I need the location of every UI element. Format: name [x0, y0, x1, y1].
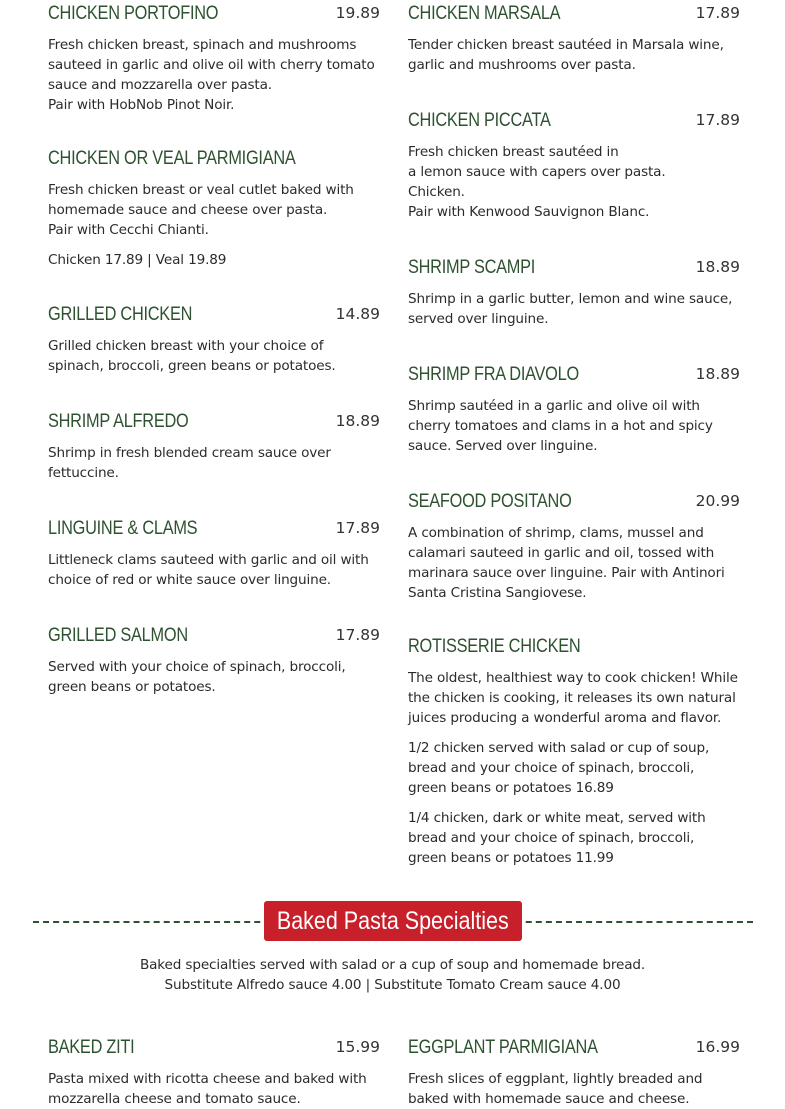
description-line: Served with your choice of spinach, broccoli, [48, 659, 346, 675]
menu-item-price: 17.89 [335, 519, 380, 537]
description-line: the chicken is cooking, it releases its own natural [408, 690, 736, 706]
description-line: marinara sauce over linguine. Pair with Antinori [408, 565, 725, 581]
description-line: Fresh chicken breast or veal cutlet baked with [48, 182, 354, 198]
description-paragraph [408, 396, 743, 456]
section-note-line: Baked specialties served with salad or a cup of soup and homemade bread. [139, 957, 646, 973]
menu-item-price: 17.89 [695, 4, 740, 22]
description-paragraph [408, 289, 743, 329]
description-line: Grilled chicken breast with your choice of [48, 338, 324, 354]
menu-item-price: 14.89 [335, 305, 380, 323]
section-note-line: Substitute Alfredo sauce 4.00 | Substitute Tomato Cream sauce 4.00 [164, 977, 621, 993]
menu-item-header [408, 1037, 740, 1063]
section-note [0, 955, 785, 995]
description-line: 1/2 chicken served with salad or cup of soup, [408, 740, 710, 756]
section-banner [264, 901, 522, 941]
menu-item-name: GRILLED SALMON [48, 625, 188, 646]
description-line: sauteed in garlic and olive oil with cherry tomato [48, 57, 375, 73]
description-line: served over linguine. [408, 311, 549, 327]
menu-item-description [408, 142, 743, 222]
menu-item-name: GRILLED CHICKEN [48, 304, 193, 325]
description-line: homemade sauce and cheese over pasta. [48, 202, 328, 218]
description-line: Pair with Cecchi Chianti. [48, 222, 209, 238]
description-paragraph [48, 550, 383, 590]
menu-item-name: CHICKEN PORTOFINO [48, 3, 219, 24]
menu-item-header [48, 304, 380, 330]
description-paragraph [408, 523, 743, 603]
menu-item-description [48, 35, 383, 115]
description-paragraph [48, 180, 383, 240]
menu-item [408, 636, 740, 868]
menu-item-price: 17.89 [335, 626, 380, 644]
description-line: baked with homemade sauce and cheese. [408, 1091, 690, 1107]
menu-item-header [48, 411, 380, 437]
description-line: Fresh chicken breast sautéed in [408, 144, 619, 160]
menu-item-description [408, 523, 743, 603]
description-line: garlic and mushrooms over pasta. [408, 57, 636, 73]
description-line: mozzarella cheese and tomato sauce. [48, 1091, 301, 1107]
description-line: Shrimp sautéed in a garlic and olive oil with [408, 398, 700, 414]
menu-item-header [408, 3, 740, 29]
menu-item-price: 18.89 [335, 412, 380, 430]
description-paragraph [48, 443, 383, 483]
description-line: fettuccine. [48, 465, 119, 481]
description-paragraph [48, 35, 383, 115]
menu-item [408, 110, 740, 222]
description-paragraph [408, 738, 743, 798]
description-paragraph [48, 336, 383, 376]
menu-item-header [48, 148, 380, 174]
menu-item-name: CHICKEN OR VEAL PARMIGIANA [48, 148, 296, 169]
menu-item-name: BAKED ZITI [48, 1037, 135, 1058]
description-line: green beans or potatoes. [48, 679, 216, 695]
menu-item-name: ROTISSERIE CHICKEN [408, 636, 581, 657]
menu-item-description [408, 289, 743, 329]
section-title: Baked Pasta Specialties [277, 906, 509, 935]
description-line: Chicken. [408, 184, 465, 200]
description-line: juices producing a wonderful aroma and flavor. [408, 710, 722, 726]
menu-item-description [408, 668, 743, 868]
description-paragraph [408, 1069, 743, 1109]
menu-item [48, 3, 380, 115]
menu-item [48, 304, 380, 376]
menu-item [48, 1037, 380, 1109]
description-paragraph [48, 250, 383, 270]
description-line: sauce. Served over linguine. [408, 438, 598, 454]
menu-item-name: CHICKEN MARSALA [408, 3, 561, 24]
menu-item-description [48, 657, 383, 697]
menu-item-description [408, 35, 743, 75]
menu-item-name: CHICKEN PICCATA [408, 110, 551, 131]
menu-item-price: 15.99 [335, 1038, 380, 1056]
description-line: Santa Cristina Sangiovese. [408, 585, 587, 601]
description-paragraph [408, 35, 743, 75]
menu-item-price: 18.89 [695, 365, 740, 383]
description-paragraph [48, 657, 383, 697]
description-line: Pasta mixed with ricotta cheese and baked with [48, 1071, 367, 1087]
menu-item-header [48, 518, 380, 544]
description-line: green beans or potatoes 16.89 [408, 780, 614, 796]
menu-item-price: 17.89 [695, 111, 740, 129]
menu-item-description [48, 443, 383, 483]
description-line: cherry tomatoes and clams in a hot and spicy [408, 418, 713, 434]
menu-item-name: SHRIMP FRA DIAVOLO [408, 364, 579, 385]
menu-item-name: SHRIMP SCAMPI [408, 257, 536, 278]
description-line: The oldest, healthiest way to cook chicken! While [408, 670, 738, 686]
menu-item-header [48, 1037, 380, 1063]
description-line: Fresh slices of eggplant, lightly breaded and [408, 1071, 703, 1087]
description-line: Shrimp in fresh blended cream sauce over [48, 445, 331, 461]
description-paragraph [48, 1069, 383, 1109]
menu-item-description [48, 1069, 383, 1109]
menu-item [48, 518, 380, 590]
menu-item-header [408, 364, 740, 390]
menu-item-price: 16.99 [695, 1038, 740, 1056]
menu-item-header [48, 625, 380, 651]
description-line: Littleneck clams sauteed with garlic and oil with [48, 552, 369, 568]
menu-item [408, 3, 740, 75]
description-line: calamari sauteed in garlic and oil, tossed with [408, 545, 715, 561]
menu-item-header [48, 3, 380, 29]
description-line: Pair with HobNob Pinot Noir. [48, 97, 235, 113]
description-line: choice of red or white sauce over linguine. [48, 572, 331, 588]
menu-item-price: 18.89 [695, 258, 740, 276]
menu-item-description [48, 550, 383, 590]
menu-item-price: 20.99 [695, 492, 740, 510]
menu-item [48, 625, 380, 697]
description-line: bread and your choice of spinach, broccoli, [408, 830, 695, 846]
description-line: Chicken 17.89 | Veal 19.89 [48, 252, 227, 268]
description-paragraph [408, 668, 743, 728]
menu-item-description [48, 180, 383, 270]
menu-item-header [408, 491, 740, 517]
description-line: A combination of shrimp, clams, mussel and [408, 525, 704, 541]
description-line: Fresh chicken breast, spinach and mushrooms [48, 37, 357, 53]
menu-item-description [408, 1069, 743, 1109]
menu-item [408, 364, 740, 456]
menu-item-name: SHRIMP ALFREDO [48, 411, 189, 432]
description-line: spinach, broccoli, green beans or potatoes. [48, 358, 336, 374]
menu-item [48, 411, 380, 483]
description-line: Tender chicken breast sautéed in Marsala wine, [408, 37, 724, 53]
description-line: sauce and mozzarella over pasta. [48, 77, 272, 93]
menu-item-header [408, 636, 740, 662]
description-line: Pair with Kenwood Sauvignon Blanc. [408, 204, 650, 220]
description-line: 1/4 chicken, dark or white meat, served with [408, 810, 706, 826]
menu-item [408, 1037, 740, 1109]
menu-item-description [48, 336, 383, 376]
menu-item-price: 19.89 [335, 4, 380, 22]
menu-item [408, 491, 740, 603]
description-line: green beans or potatoes 11.99 [408, 850, 614, 866]
menu-item-header [408, 257, 740, 283]
menu-item-name: SEAFOOD POSITANO [408, 491, 572, 512]
description-paragraph [408, 142, 743, 222]
menu-item-name: EGGPLANT PARMIGIANA [408, 1037, 598, 1058]
menu-item-header [408, 110, 740, 136]
menu-item [408, 257, 740, 329]
description-line: bread and your choice of spinach, broccoli, [408, 760, 695, 776]
menu-item [48, 148, 380, 270]
description-line: Shrimp in a garlic butter, lemon and wine sauce, [408, 291, 733, 307]
description-paragraph [408, 808, 743, 868]
menu-item-description [408, 396, 743, 456]
description-line: a lemon sauce with capers over pasta. [408, 164, 666, 180]
menu-item-name: LINGUINE & CLAMS [48, 518, 198, 539]
